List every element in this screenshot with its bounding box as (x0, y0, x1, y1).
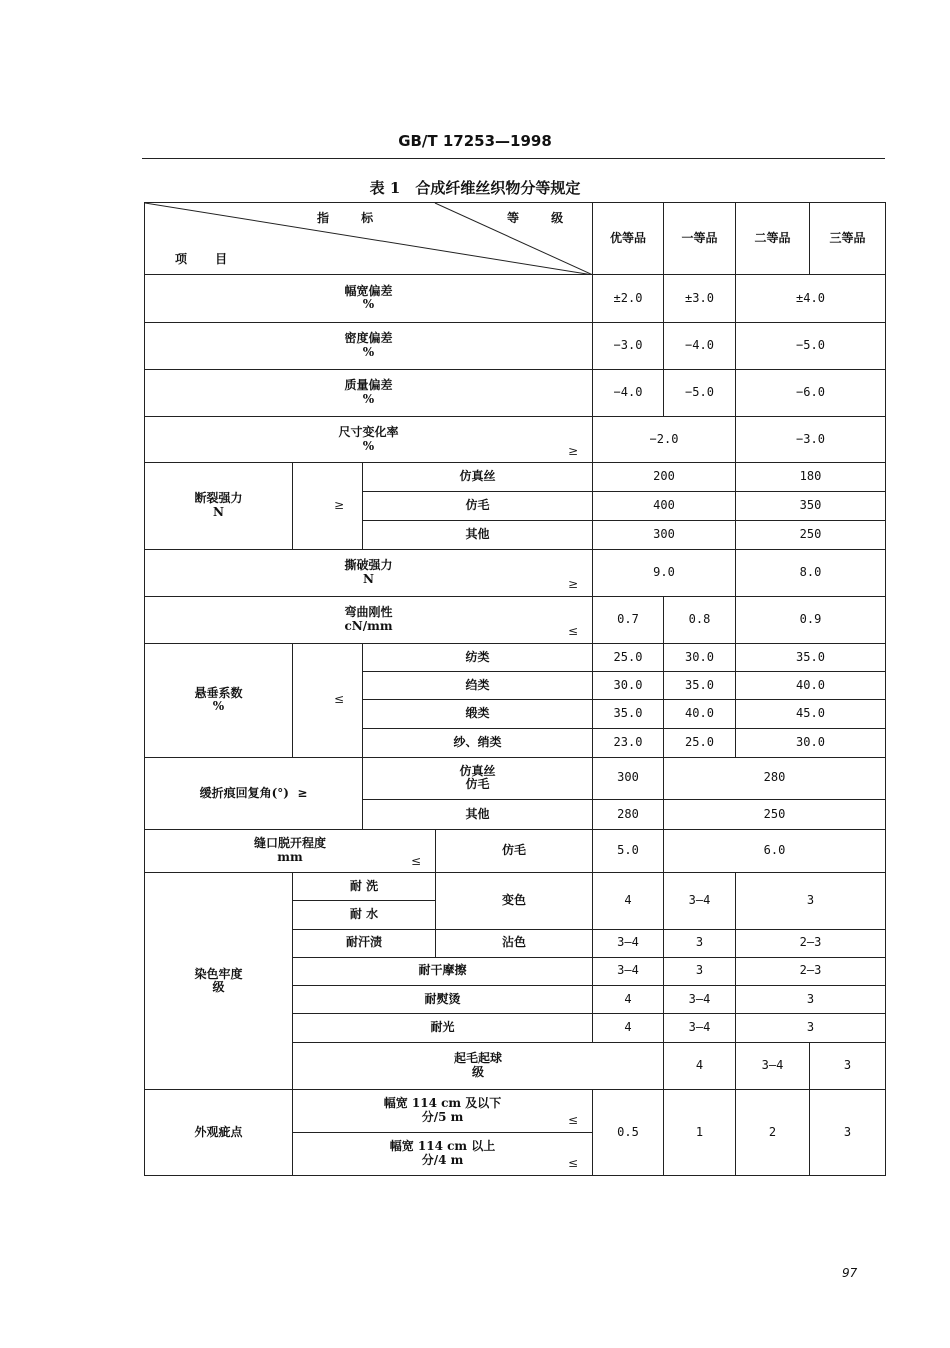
bending-v2: 0.8 (664, 596, 736, 643)
cf-wash: 耐 洗 (293, 873, 436, 901)
drape-v2-4: 25.0 (664, 728, 736, 757)
dim-change-cmp: ≥ (567, 443, 578, 458)
crease-v1-2: 280 (593, 799, 664, 829)
cf-light-v34: 3 (736, 1014, 886, 1043)
grade-header-2: 一等品 (664, 203, 736, 275)
drape-v34-1: 35.0 (736, 644, 886, 672)
bending-cmp: ≤ (567, 624, 578, 639)
tear-v12: 9.0 (593, 549, 736, 596)
mass-dev-v2: −5.0 (664, 369, 736, 416)
defects-cmp-1: ≤ (567, 1112, 578, 1127)
break-strength-cmp: ≥ (333, 498, 344, 513)
density-dev-v2: −4.0 (664, 322, 736, 369)
drape-v1-4: 23.0 (593, 728, 664, 757)
pilling-v1: 4 (664, 1043, 736, 1090)
cf-change-v2: 3—4 (664, 873, 736, 929)
cf-rub-v34: 2—3 (736, 957, 886, 985)
defects-v1: 0.5 (593, 1090, 664, 1176)
tear-strength-label: 撕破强力 N ≥ (145, 549, 593, 596)
grade-header-4: 三等品 (810, 203, 886, 275)
tear-v34: 8.0 (736, 549, 886, 596)
drape-v2-3: 40.0 (664, 700, 736, 728)
crease-cmp: ≥ (297, 785, 308, 800)
break-sub-3: 其他 (363, 520, 593, 549)
pilling-label: 起毛起球 级 (293, 1043, 664, 1090)
cf-change-v34: 3 (736, 873, 886, 929)
corner-cell (145, 203, 593, 275)
cf-rub-v2: 3 (664, 957, 736, 985)
cf-stain-v2: 3 (664, 929, 736, 957)
mass-dev-v1: −4.0 (593, 369, 664, 416)
break-v12-2: 400 (593, 492, 736, 520)
tear-strength-cmp: ≥ (567, 577, 578, 592)
index-label: 指 标 (317, 211, 388, 225)
bending-v1: 0.7 (593, 596, 664, 643)
table-row (145, 644, 886, 672)
width-dev-v2: ±3.0 (664, 275, 736, 322)
item-label: 项 目 (175, 252, 240, 266)
table-row (145, 830, 886, 873)
cf-stain-v34: 2—3 (736, 929, 886, 957)
drape-sub-3: 缎类 (363, 700, 593, 728)
density-dev-v1: −3.0 (593, 322, 664, 369)
drape-v1-1: 25.0 (593, 644, 664, 672)
page-number: 97 (842, 1266, 858, 1280)
drape-sub-2: 绉类 (363, 672, 593, 700)
seam-slip-v1: 5.0 (593, 830, 664, 873)
seam-slip-label: 缝口脱开程度 mm ≤ (145, 830, 436, 873)
table-row (145, 549, 886, 596)
cf-change-label: 变色 (436, 873, 593, 929)
grading-table (144, 202, 886, 1176)
drape-v1-2: 30.0 (593, 672, 664, 700)
cf-stain-label: 沾色 (436, 929, 593, 957)
drape-cmp: ≤ (333, 692, 344, 707)
colorfastness-label: 染色牢度 级 (145, 873, 293, 1090)
break-v12-1: 200 (593, 463, 736, 492)
table-row (145, 463, 886, 492)
table-row (145, 757, 886, 799)
mass-dev-v34: −6.0 (736, 369, 886, 416)
seam-slip-v234: 6.0 (664, 830, 886, 873)
header-rule (142, 158, 885, 159)
drape-sub-4: 纱、绡类 (363, 728, 593, 757)
drape-sub-1: 纺类 (363, 644, 593, 672)
crease-v1-1: 300 (593, 757, 664, 799)
grade-label: 等 级 (507, 211, 578, 225)
bending-label: 弯曲刚性 cN/mm ≤ (145, 596, 593, 643)
pilling-v2: 3—4 (736, 1043, 810, 1090)
break-strength-label: 断裂强力 N (145, 463, 293, 549)
table-row (145, 1090, 886, 1132)
break-v34-2: 350 (736, 492, 886, 520)
drape-v1-3: 35.0 (593, 700, 664, 728)
crease-v234-1: 280 (664, 757, 886, 799)
cf-iron-v34: 3 (736, 985, 886, 1013)
cf-sweat: 耐汗渍 (293, 929, 436, 957)
crease-sub-2: 其他 (363, 799, 593, 829)
cf-stain-v1: 3—4 (593, 929, 664, 957)
defects-v3: 2 (736, 1090, 810, 1176)
grade-header-1: 优等品 (593, 203, 664, 275)
dim-change-v12: −2.0 (593, 417, 736, 463)
seam-slip-cmp: ≤ (410, 853, 421, 868)
width-dev-v34: ±4.0 (736, 275, 886, 322)
cf-rub: 耐干摩擦 (293, 957, 593, 985)
drape-v34-2: 40.0 (736, 672, 886, 700)
density-dev-label: 密度偏差 % (145, 322, 593, 369)
break-strength-cmp-cell (293, 463, 363, 549)
bending-v34: 0.9 (736, 596, 886, 643)
break-v34-1: 180 (736, 463, 886, 492)
cf-iron-v1: 4 (593, 985, 664, 1013)
dim-change-v34: −3.0 (736, 417, 886, 463)
table-row (145, 369, 886, 416)
defects-row2: 幅宽 114 cm 以上 分/4 m ≤ (293, 1132, 593, 1175)
table-header-row (145, 203, 886, 275)
width-dev-label: 幅宽偏差 % (145, 275, 593, 322)
drape-v2-1: 30.0 (664, 644, 736, 672)
cf-light-v1: 4 (593, 1014, 664, 1043)
cf-iron-v2: 3—4 (664, 985, 736, 1013)
table-row (145, 873, 886, 901)
cf-water: 耐 水 (293, 901, 436, 929)
break-sub-2: 仿毛 (363, 492, 593, 520)
defects-v4: 3 (810, 1090, 886, 1176)
drape-cmp-cell (293, 644, 363, 758)
cf-light-v2: 3—4 (664, 1014, 736, 1043)
dim-change-label: 尺寸变化率 % ≥ (145, 417, 593, 463)
density-dev-v34: −5.0 (736, 322, 886, 369)
drape-v34-4: 30.0 (736, 728, 886, 757)
break-v12-3: 300 (593, 520, 736, 549)
width-dev-v1: ±2.0 (593, 275, 664, 322)
pilling-v3: 3 (810, 1043, 886, 1090)
crease-v234-2: 250 (664, 799, 886, 829)
break-sub-1: 仿真丝 (363, 463, 593, 492)
cf-rub-v1: 3—4 (593, 957, 664, 985)
table-row (145, 417, 886, 463)
drape-label: 悬垂系数 % (145, 644, 293, 758)
drape-v2-2: 35.0 (664, 672, 736, 700)
defects-v2: 1 (664, 1090, 736, 1176)
defects-label: 外观疵点 (145, 1090, 293, 1176)
cf-light: 耐光 (293, 1014, 593, 1043)
table-row (145, 275, 886, 322)
break-v34-3: 250 (736, 520, 886, 549)
table-title: 表 1 合成纤维丝织物分等规定 (369, 179, 581, 197)
cf-iron: 耐熨烫 (293, 985, 593, 1013)
mass-dev-label: 质量偏差 % (145, 369, 593, 416)
crease-sub-1: 仿真丝 仿毛 (363, 757, 593, 799)
drape-v34-3: 45.0 (736, 700, 886, 728)
cf-change-v1: 4 (593, 873, 664, 929)
crease-label: 缓折痕回复角(°) ≥ (145, 757, 363, 829)
grade-header-3: 二等品 (736, 203, 810, 275)
seam-slip-sub: 仿毛 (436, 830, 593, 873)
defects-row1: 幅宽 114 cm 及以下 分/5 m ≤ (293, 1090, 593, 1132)
defects-cmp-2: ≤ (567, 1156, 578, 1171)
standard-number: GB/T 17253—1998 (398, 132, 552, 150)
table-row (145, 596, 886, 643)
table-row (145, 322, 886, 369)
